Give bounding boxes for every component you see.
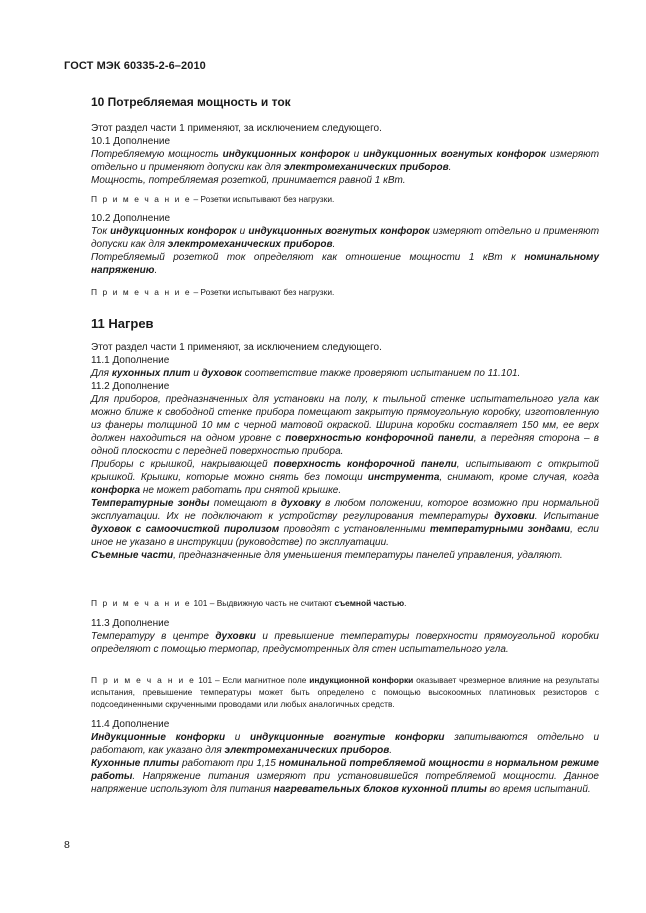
paragraph: Для кухонных плит и духовок соответствие также проверяют испытанием по 11.101. xyxy=(91,368,521,379)
paragraph: Индукционные конфорки и индукционные вогнутые конфорки запитываются отдельно и работают, как указано для электромеханических приборов. xyxy=(91,732,600,756)
intro-text: Этот раздел части 1 применяют, за исключением следующего. xyxy=(91,342,382,353)
section-10-2-body xyxy=(91,212,599,277)
paragraph: Потребляемый розеткой ток определяют как отношение мощности 1 кВт к номинальному напряжению. xyxy=(91,252,600,276)
section-10-body xyxy=(91,122,599,187)
subsection-11-3: 11.3 Дополнение xyxy=(91,618,170,629)
page-number: 8 xyxy=(64,839,70,851)
section-11-title: 11 Нагрев xyxy=(91,316,154,331)
paragraph: Съемные части, предназначенные для уменьшения температуры панелей управления, удаляют. xyxy=(91,550,563,561)
section-10-title: 10 Потребляемая мощность и ток xyxy=(91,95,291,109)
subsection-11-2: 11.2 Дополнение xyxy=(91,381,170,392)
note: П р и м е ч а н и е – Розетки испытывают без нагрузки. xyxy=(91,194,335,204)
paragraph: Мощность, потребляемая розеткой, принимается равной 1 кВт. xyxy=(91,175,406,186)
subsection-11-1: 11.1 Дополнение xyxy=(91,355,170,366)
subsection-11-4: 11.4 Дополнение xyxy=(91,719,170,730)
intro-text: Этот раздел части 1 применяют, за исключением следующего. xyxy=(91,123,382,134)
subsection-10-2: 10.2 Дополнение xyxy=(91,213,171,224)
note: П р и м е ч а н и е 101 – Выдвижную часть не считают съемной частью. xyxy=(91,598,407,608)
paragraph: Потребляемую мощность индукционных конфорок и индукционных вогнутых конфорок измеряют отдельно и применяют допуски как для электромеханических приборов. xyxy=(91,149,600,173)
paragraph: Температуру в центре духовки и превышение температуры поверхности прямоугольной коробки определяют с помощью термопар, предусмотренных для стен испытательного угла. xyxy=(91,631,599,655)
paragraph: Температурные зонды помещают в духовку в любом положении, которое возможно при нормальной эксплуатации. Их не подключают к устройству регулирования температуры духовки. Испытание духовок с самоочисткой пиролизом проводят с установленными температурными зондами, если иное не указано в инструкции (руководстве) по эксплуатации. xyxy=(91,498,600,548)
note: П р и м е ч а н и е – Розетки испытывают без нагрузки. xyxy=(91,287,335,297)
section-11-body xyxy=(91,341,599,562)
paragraph: Ток индукционных конфорок и индукционных вогнутых конфорок измеряют отдельно и применяют допуски как для электромеханических приборов. xyxy=(91,226,600,250)
paragraph: Кухонные плиты работают при 1,15 номинальной потребляемой мощности в нормальном режиме работы. Напряжение питания измеряют при установившейся потребляемой мощности. Данное напряжение используют для питания нагревательных блоков кухонной плиты во время испытаний. xyxy=(91,758,599,795)
note: П р и м е ч а н и е 101 – Если магнитное поле индукционной конфорки оказывает чрезмерное влияние на результаты испытания, превышение температуры может быть определено с помощью высокоомных платиновых резисторов с подсоединенными скрученными проводами или любых аналогичных средств. xyxy=(91,675,600,709)
subsection-10-1: 10.1 Дополнение xyxy=(91,136,171,147)
paragraph: Для приборов, предназначенных для установки на полу, к тыльной стенке испытательного угла как можно ближе к свободной стенке прибора помещают закрытую прямоугольную коробку, изготовленную из фанеры толщиной 10 мм с черной матовой окраской. Ширина коробки составляет 150 мм, ее верх должен находиться на одном уровне с поверхностью конфорочной панели, а передняя сторона – в одной плоскости с передней поверхностью прибора. xyxy=(91,394,600,457)
section-11-3-body xyxy=(91,617,599,656)
paragraph: Приборы с крышкой, накрывающей поверхность конфорочной панели, испытывают с открытой крышкой. Крышки, которые можно снять без помощи инструмента, снимают, кроме случая, когда конфорка не может работать при снятой крышке. xyxy=(91,459,600,496)
document-header: ГОСТ МЭК 60335-2-6–2010 xyxy=(64,60,206,72)
section-11-4-body xyxy=(91,718,599,796)
